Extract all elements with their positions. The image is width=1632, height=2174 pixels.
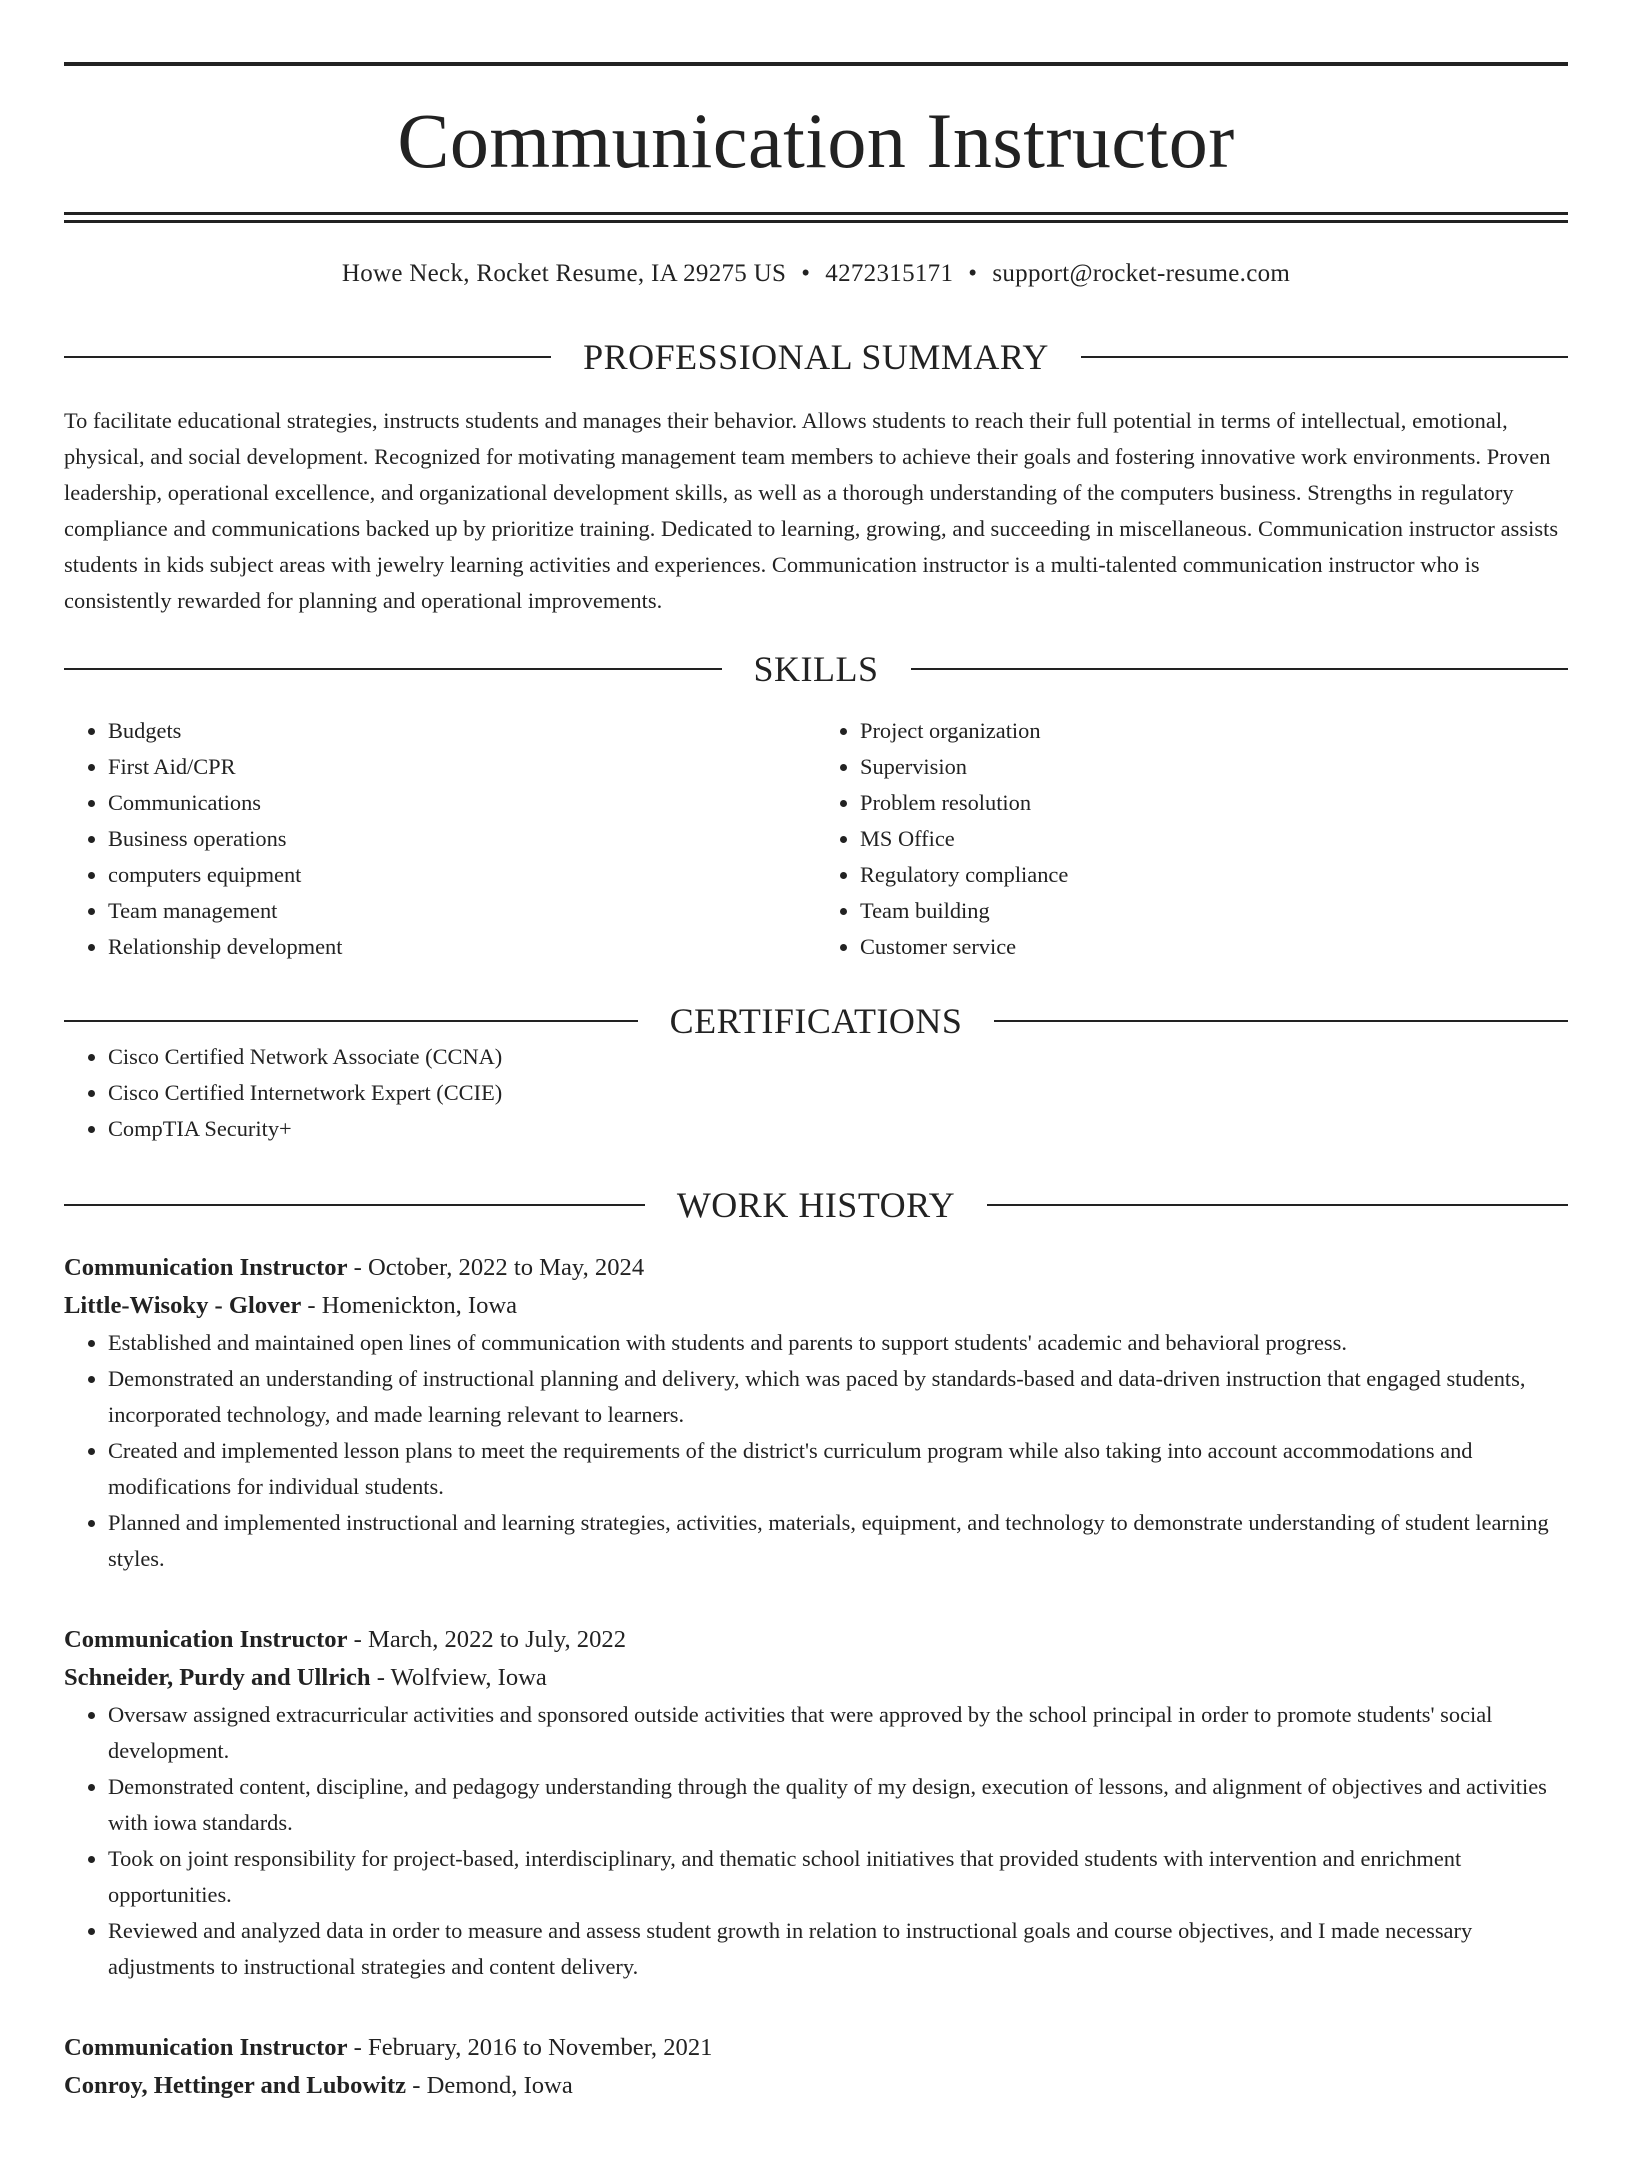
job-bullet: • Oversaw assigned extracurricular activities and sponsored outside activities that were approved by the school principal in order to promote students' social development.	[108, 1697, 1568, 1769]
heading-rule-left	[64, 1204, 645, 1206]
job-title-line	[64, 1249, 1568, 1287]
title-double-rule	[64, 212, 1568, 223]
skill-item: • Budgets	[108, 713, 816, 749]
contact-separator: •	[801, 260, 811, 287]
job-dates: March, 2022 to July, 2022	[368, 1626, 626, 1653]
skills-grid	[64, 713, 1568, 965]
certifications-heading-label: CERTIFICATIONS	[669, 1001, 963, 1041]
job-company: Little-Wisoky - Glover	[64, 1292, 302, 1319]
skill-item: • MS Office	[860, 821, 1568, 857]
skill-item: • Customer service	[860, 929, 1568, 965]
job-role: Communication Instructor	[64, 1626, 348, 1653]
job-bullets	[64, 1697, 1568, 1985]
dash: -	[301, 1292, 322, 1319]
job-bullet: • Planned and implemented instructional and learning strategies, activities, materials, equipment, and technology to demonstrate understanding of student learning styles.	[108, 1505, 1568, 1577]
dash: -	[406, 2072, 427, 2099]
dash: -	[347, 1626, 369, 1653]
skills-list-right	[816, 713, 1568, 965]
job-bullets	[64, 1325, 1568, 1577]
job-company-line	[64, 1287, 1568, 1325]
skills-heading-label: SKILLS	[753, 649, 879, 689]
job-location: Wolfview, Iowa	[390, 1664, 547, 1691]
job-company-line	[64, 2067, 1568, 2105]
job-entry	[64, 2029, 1568, 2105]
page-title: Communication Instructor	[397, 97, 1235, 184]
heading-rule-left	[64, 356, 551, 358]
job-company: Conroy, Hettinger and Lubowitz	[64, 2072, 407, 2099]
heading-rule-right	[994, 1020, 1568, 1022]
job-dates: October, 2022 to May, 2024	[368, 1254, 645, 1281]
dash: -	[347, 2034, 369, 2061]
dash: -	[370, 1664, 391, 1691]
skills-list-left	[64, 713, 816, 965]
job-title-line	[64, 2029, 1568, 2067]
skill-item: • Team building	[860, 893, 1568, 929]
contact-line	[64, 259, 1568, 289]
summary-text: To facilitate educational strategies, instructs students and manages their behavior. Allows students to reach their full potential in terms of intellectual, emotional, physical, and social development. Recognized for motivating management team members to achieve their goals and fostering innovative work environments. Proven leadership, operational excellence, and organizational development skills, as well as a thorough understanding of the computers business. Strengths in regulatory compliance and communications backed up by prioritize training. Dedicated to learning, growing, and succeeding in miscellaneous. Communication instructor assists students in kids subject areas with jewelry learning activities and experiences. Communication instructor is a multi-talented communication instructor who is consistently rewarded for planning and operational improvements.	[64, 408, 1559, 613]
skill-item: • Team management	[108, 893, 816, 929]
contact-separator: •	[968, 260, 978, 287]
skill-item: • Project organization	[860, 713, 1568, 749]
work-history-heading-label: WORK HISTORY	[676, 1185, 956, 1225]
job-bullet: • Demonstrated content, discipline, and pedagogy understanding through the quality of my design, execution of lessons, and alignment of objectives and activities with iowa standards.	[108, 1769, 1568, 1841]
job-bullet: • Demonstrated an understanding of instructional planning and delivery, which was paced by standards-based and data-driven instruction that engaged students, incorporated technology, and made learning relevant to learners.	[108, 1361, 1568, 1433]
job-role: Communication Instructor	[64, 2034, 348, 2061]
certification-item: • CompTIA Security+	[108, 1111, 1568, 1147]
summary-heading	[64, 339, 1568, 375]
heading-rule-left	[64, 1020, 638, 1022]
skill-item: • Regulatory compliance	[860, 857, 1568, 893]
heading-rule-left	[64, 668, 722, 670]
job-entry	[64, 1249, 1568, 1577]
certification-item: • Cisco Certified Internetwork Expert (CCIE)	[108, 1075, 1568, 1111]
skill-item: • Communications	[108, 785, 816, 821]
job-company-line	[64, 1659, 1568, 1697]
job-company: Schneider, Purdy and Ullrich	[64, 1664, 371, 1691]
certifications-heading	[64, 1003, 1568, 1039]
skill-item: • First Aid/CPR	[108, 749, 816, 785]
job-location: Homenickton, Iowa	[321, 1292, 518, 1319]
skills-column-right	[816, 713, 1568, 965]
job-bullet: • Established and maintained open lines of communication with students and parents to support students' academic and behavioral progress.	[108, 1325, 1568, 1361]
contact-address: Howe Neck, Rocket Resume, IA 29275 US	[341, 260, 787, 287]
job-title-line	[64, 1621, 1568, 1659]
skill-item: • computers equipment	[108, 857, 816, 893]
job-role: Communication Instructor	[64, 1254, 348, 1281]
skill-item: • Relationship development	[108, 929, 816, 965]
heading-rule-right	[911, 668, 1569, 670]
certifications-list	[64, 1039, 1568, 1147]
skills-column-left	[64, 713, 816, 965]
job-entry	[64, 1621, 1568, 1985]
skills-heading	[64, 651, 1568, 687]
job-bullet: • Took on joint responsibility for project-based, interdisciplinary, and thematic school initiatives that provided students with intervention and enrichment opportunities.	[108, 1841, 1568, 1913]
summary-heading-label: PROFESSIONAL SUMMARY	[583, 337, 1049, 377]
heading-rule-right	[1081, 356, 1568, 358]
job-dates: February, 2016 to November, 2021	[368, 2034, 713, 2061]
contact-phone[interactable]: 4272315171	[825, 260, 954, 287]
skill-item: • Business operations	[108, 821, 816, 857]
skill-item: • Supervision	[860, 749, 1568, 785]
contact-email[interactable]: support@rocket-resume.com	[992, 260, 1291, 287]
job-bullet: • Reviewed and analyzed data in order to measure and assess student growth in relation to instructional goals and course objectives, and I made necessary adjustments to instructional strategies and content delivery.	[108, 1913, 1568, 1985]
resume-page	[0, 62, 1632, 2174]
heading-rule-right	[987, 1204, 1568, 1206]
work-history-heading	[64, 1187, 1568, 1223]
job-location: Demond, Iowa	[426, 2072, 573, 2099]
job-bullet: • Created and implemented lesson plans to meet the requirements of the district's curriculum program while also taking into account accommodations and modifications for individual students.	[108, 1433, 1568, 1505]
top-rule	[64, 62, 1568, 66]
dash: -	[347, 1254, 369, 1281]
skill-item: • Problem resolution	[860, 785, 1568, 821]
certification-item: • Cisco Certified Network Associate (CCNA)	[108, 1039, 1568, 1075]
